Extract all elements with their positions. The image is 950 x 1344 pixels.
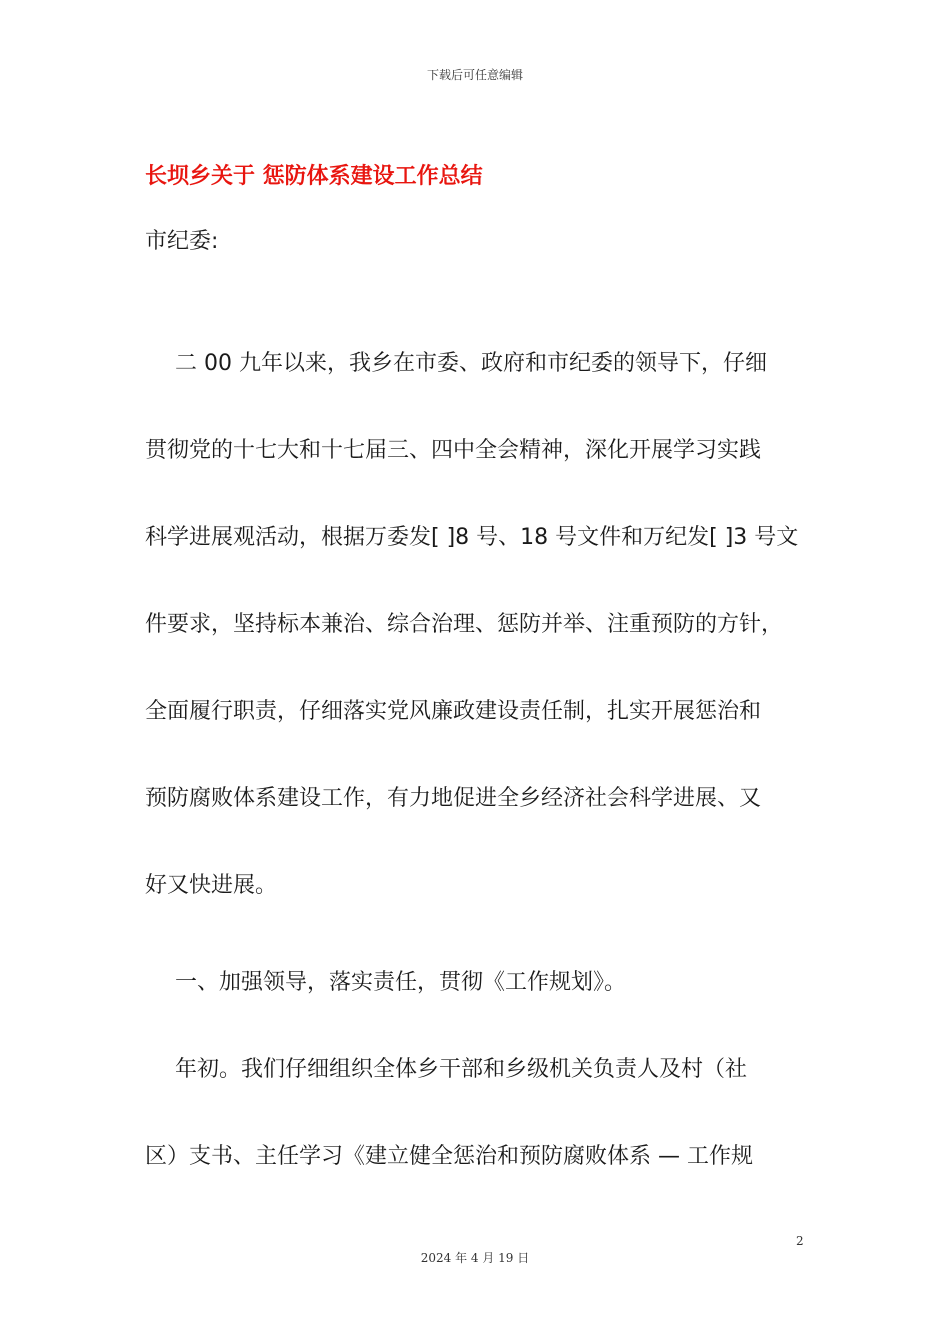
paragraph-line: 好又快进展。 <box>145 873 278 898</box>
section-heading: 一、加强领导，落实责任，贯彻《工作规划》。 <box>175 970 627 995</box>
document-title: 长坝乡关于 惩防体系建设工作总结 <box>145 164 483 189</box>
page-header: 下载后可任意编辑 <box>426 68 523 82</box>
paragraph-line: 年初。我们仔细组织全体乡干部和乡级机关负责人及村（社 <box>175 1057 748 1082</box>
paragraph-line: 预防腐败体系建设工作，有力地促进全乡经济社会科学进展、又 <box>145 786 762 811</box>
paragraph-line: 区）支书、主任学习《建立健全惩治和预防腐败体系 — 工作规 <box>145 1144 753 1169</box>
salutation: 市纪委: <box>145 229 219 254</box>
paragraph-line: 贯彻党的十七大和十七届三、四中全会精神，深化开展学习实践 <box>145 438 762 463</box>
paragraph-line: 科学进展观活动，根据万委发[ ]8 号、18 号文件和万纪发[ ]3 号文 <box>145 525 799 550</box>
paragraph-line: 二 00 九年以来，我乡在市委、政府和市纪委的领导下，仔细 <box>175 351 767 376</box>
page-number: 2 <box>796 1234 804 1248</box>
page-footer-date: 2024 年 4 月 19 日 <box>420 1251 530 1265</box>
paragraph-line: 件要求，坚持标本兼治、综合治理、惩防并举、注重预防的方针， <box>145 612 784 637</box>
paragraph-line: 全面履行职责，仔细落实党风廉政建设责任制，扎实开展惩治和 <box>145 699 762 724</box>
